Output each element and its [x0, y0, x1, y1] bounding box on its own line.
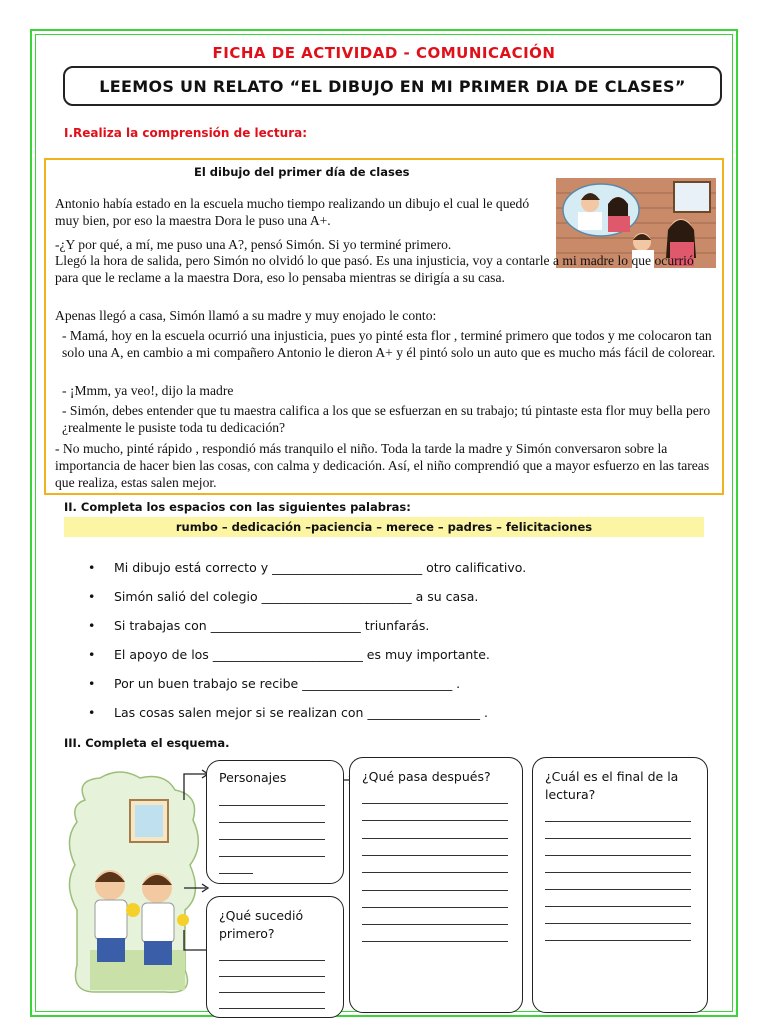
fill-item	[88, 618, 429, 633]
fill-blank[interactable]: ________________________	[210, 618, 361, 633]
fill-item-text: es muy importante.	[366, 647, 490, 662]
section-3-heading: III. Completa el esquema.	[64, 736, 230, 750]
story-paragraph: Apenas llegó a casa, Simón llamó a su madre y muy enojado le conto:	[55, 308, 437, 323]
answer-line[interactable]	[362, 907, 508, 908]
answer-line[interactable]	[545, 940, 691, 941]
que-sucedio-primero-box	[206, 896, 344, 1018]
fill-item	[88, 647, 490, 662]
answer-line[interactable]	[545, 821, 691, 822]
fill-blank[interactable]: ________________________	[272, 560, 423, 575]
answer-line[interactable]	[219, 960, 325, 961]
fill-blank[interactable]: ________________________	[302, 676, 453, 691]
answer-line[interactable]	[362, 838, 508, 839]
fill-item-text: El apoyo de los	[113, 647, 209, 662]
bullet-icon: •	[88, 618, 96, 633]
story-title: El dibujo del primer día de clases	[194, 165, 410, 179]
answer-line[interactable]	[545, 889, 691, 890]
answer-line[interactable]	[219, 839, 325, 840]
final-de-la-lectura-label: ¿Cuál es el final de la lectura?	[545, 769, 679, 802]
answer-line[interactable]	[362, 872, 508, 873]
main-title: LEEMOS UN RELATO “EL DIBUJO EN MI PRIMER DIA DE CLASES”	[99, 76, 686, 96]
story-box	[44, 158, 724, 495]
answer-line[interactable]	[219, 992, 325, 993]
sheet-title: FICHA DE ACTIVIDAD - COMUNICACIÓN	[212, 44, 556, 62]
fill-item-text: Si trabajas con	[113, 618, 207, 633]
que-pasa-despues-label: ¿Qué pasa después?	[362, 769, 491, 784]
answer-line[interactable]	[362, 890, 508, 891]
que-pasa-despues-box	[349, 757, 523, 1013]
fill-item-text: Simón salió del colegio	[113, 589, 258, 604]
bullet-icon: •	[88, 560, 96, 575]
bullet-icon: •	[88, 676, 96, 691]
main-title-box	[63, 66, 722, 106]
story-dialogue: - Simón, debes entender que tu maestra califica a los que se esfuerzan en su trabajo; tú pintaste esta flor muy bella pero ¿realmente le pusiste toda tu dedicación?	[62, 403, 711, 435]
word-bank: rumbo – dedicación –paciencia – merece – padres – felicitaciones	[64, 517, 704, 537]
fill-blank[interactable]: __________________	[367, 705, 480, 720]
answer-line[interactable]	[545, 923, 691, 924]
story-dialogue: - Mamá, hoy en la escuela ocurrió una injusticia, pues yo pinté esta flor , terminé primero que todos y me colocaron tan solo una A, en cambio a mi compañero Antonio le dieron A+ y él pintó solo un auto que es mucho más fácil de colorear.	[62, 328, 716, 360]
fill-item	[88, 705, 488, 720]
personajes-box	[206, 760, 344, 884]
fill-item	[88, 589, 478, 604]
answer-line[interactable]	[545, 838, 691, 839]
answer-line[interactable]	[545, 855, 691, 856]
answer-line[interactable]	[545, 872, 691, 873]
bullet-icon: •	[88, 705, 96, 720]
answer-line[interactable]	[219, 856, 325, 857]
answer-line[interactable]	[362, 855, 508, 856]
que-sucedio-primero-label: ¿Qué sucedió primero?	[219, 908, 304, 941]
answer-line[interactable]	[545, 906, 691, 907]
bullet-icon: •	[88, 589, 96, 604]
fill-item-text: triunfarás.	[364, 618, 430, 633]
story-paragraph: Antonio había estado en la escuela mucho tiempo realizando un dibujo el cual le quedó muy bien, por eso la maestra Dora le puso una A+.	[55, 196, 530, 228]
answer-line[interactable]	[219, 822, 325, 823]
story-paragraph: -¿Y por qué, a mí, me puso una A?, pensó Simón. Si yo terminé primero.	[55, 237, 452, 252]
fill-item	[88, 560, 526, 575]
answer-line[interactable]	[219, 873, 253, 874]
bullet-icon: •	[88, 647, 96, 662]
answer-line[interactable]	[219, 976, 325, 977]
answer-line[interactable]	[219, 805, 325, 806]
fill-item-text: Mi dibujo está correcto y	[113, 560, 269, 575]
fill-item-text: Por un buen trabajo se recibe	[113, 676, 299, 691]
answer-line[interactable]	[362, 820, 508, 821]
section-1-heading: I.Realiza la comprensión de lectura:	[64, 126, 308, 140]
personajes-label: Personajes	[219, 770, 287, 785]
story-dialogue: - No mucho, pinté rápido , respondió más tranquilo el niño. Toda la tarde la madre y Simón conversaron sobre la importancia de hacer bien las cosas, con calma y dedicación. Así, el niño comprendió que a mayor esfuerzo en las tareas que realiza, estas salen mejor.	[55, 441, 710, 490]
answer-line[interactable]	[362, 941, 508, 942]
answer-line[interactable]	[362, 924, 508, 925]
fill-item-text: .	[483, 705, 488, 720]
fill-blank[interactable]: ________________________	[212, 647, 363, 662]
story-dialogue: - ¡Mmm, ya veo!, dijo la madre	[62, 383, 234, 398]
story-paragraph: Llegó la hora de salida, pero Simón no olvidó lo que pasó. Es una injusticia, voy a contarle a mi madre lo que ocurrió para que le reclame a la maestra Dora, eso lo pensaba mientras se dirigía a su casa.	[55, 253, 694, 285]
fill-blank[interactable]: ________________________	[261, 589, 412, 604]
fill-item	[88, 676, 460, 691]
answer-line[interactable]	[362, 803, 508, 804]
final-de-la-lectura-box	[532, 757, 708, 1013]
section-2-heading: II. Completa los espacios con las siguientes palabras:	[64, 500, 411, 514]
fill-item-text: .	[456, 676, 461, 691]
fill-item-text: a su casa.	[415, 589, 479, 604]
answer-line[interactable]	[219, 1008, 325, 1009]
fill-item-text: otro calificativo.	[426, 560, 527, 575]
fill-item-text: Las cosas salen mejor si se realizan con	[113, 705, 364, 720]
